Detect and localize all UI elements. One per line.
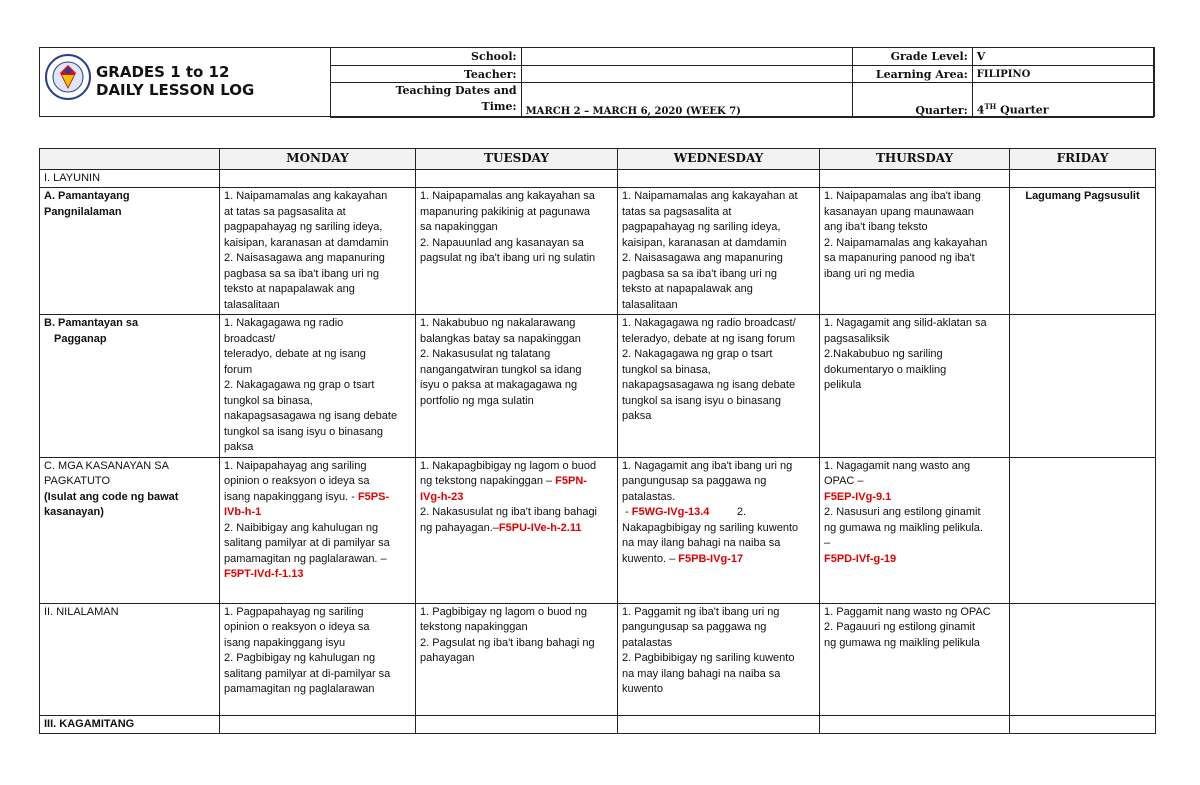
text-line: ang iba't ibang teksto	[824, 221, 928, 233]
text-line: 2. Nakagagawa ng grap o tsart	[622, 348, 773, 360]
text-line: 1. Pagbibigay ng lagom o buod ng	[420, 605, 587, 618]
nilalaman-monday	[220, 603, 416, 715]
text-line: teleradyo, debate at ng isang	[224, 348, 366, 360]
text-line: salitang pamilyar at di pamilyar sa	[224, 537, 390, 549]
layunin-label: I. LAYUNIN	[40, 169, 220, 188]
text-line: nakapagsasagawa ng isang debate	[224, 410, 398, 422]
competency-code: F5PD-IVf-g-19	[824, 552, 897, 565]
text-segment: ng tekstong napakinggan –	[420, 475, 556, 487]
text-line: ng gumawa ng maikling pelikula	[824, 636, 980, 649]
info-table	[330, 47, 1154, 118]
text-line: 2. Nakagagawa ng grap o tsart	[224, 379, 375, 391]
text-line: mapanuring pakikinig at pagunawa	[420, 205, 591, 218]
pamantayang-friday: Lagumang Pagsusulit	[1010, 188, 1156, 315]
pagganap-wednesday	[618, 315, 820, 458]
teacher-value	[521, 66, 852, 83]
pamantayang-monday	[220, 188, 416, 315]
text-line: talasalitaan	[622, 298, 678, 311]
blank-header-cell	[40, 149, 220, 170]
text-line: pamamagitan ng paglalarawan. –	[224, 552, 387, 565]
days-header-row	[40, 149, 1156, 170]
quarter-word: Quarter	[996, 104, 1049, 117]
table-cell	[820, 169, 1010, 188]
kasanayan-monday	[220, 457, 416, 603]
text-line: opinion o reaksyon o ideya sa	[224, 621, 370, 633]
text-line: kaisipan, karanasan at damdamin	[622, 236, 787, 249]
text-line: isyu o paksa at makagagawa ng	[420, 379, 578, 391]
text-line: 2. Naibibigay ang kahulugan ng	[224, 521, 379, 534]
text-line: kuwento	[622, 683, 663, 695]
text-line: 1. Nagagamit nang wasto ang	[824, 459, 971, 472]
text-line: 2. Napauunlad ang kasanayan sa	[420, 236, 584, 249]
text-line	[622, 552, 815, 568]
text-line: pangungusap sa paggawa ng	[622, 475, 767, 487]
tuesday-header: TUESDAY	[416, 149, 618, 170]
text-line: pagbasa sa sa iba't ibang uri ng	[224, 267, 379, 280]
kasanayan-label	[40, 457, 220, 603]
pamantayang-row	[40, 188, 1156, 315]
text-segment: ng pahayagan.–	[420, 521, 499, 534]
friday-header: FRIDAY	[1010, 149, 1156, 170]
layunin-row	[40, 169, 1156, 188]
text-line: 1. Nakagagawa ng radio broadcast/	[622, 317, 796, 329]
text-line: 2. Nakasusulat ng iba't ibang bahagi	[420, 506, 598, 518]
text-line: 1. Naipapamalas ang iba't ibang	[824, 190, 981, 202]
pagganap-monday	[220, 315, 416, 458]
text-line: 1. Naipamamalas ang kakayahan	[224, 190, 388, 202]
kasanayan-thursday	[820, 457, 1010, 603]
nilalaman-row	[40, 603, 1156, 715]
nilalaman-thursday	[820, 603, 1010, 715]
text-line: 2. Naipamamalas ang kakayahan	[824, 236, 988, 249]
text-line: 2. Pagbibigay ng kahulugan ng	[224, 652, 376, 664]
quarter-suffix: TH	[984, 102, 997, 112]
text-line: pamamagitan ng paglalarawan	[224, 683, 375, 695]
text-line: 2. Naisasagawa ang mapanuring	[224, 252, 385, 264]
text-line: 1. Naipamamalas ang kakayahan at	[622, 190, 798, 202]
text-line: 2. Pagauuri ng estilong ginamit	[824, 621, 976, 633]
text-line: teksto at napapalawak ang	[224, 283, 355, 295]
competency-code: F5PS-	[357, 490, 390, 503]
text-line: tungkol sa isang isyu o binasang	[224, 425, 383, 438]
text-line: 1. Naipapamalas ang kakayahan sa	[420, 190, 595, 202]
text-line: isang napakinggang isyu	[224, 636, 346, 649]
text-line: salitang pamilyar at di-pamilyar sa	[224, 667, 391, 680]
pamantayang-thursday	[820, 188, 1010, 315]
text-line	[420, 474, 613, 490]
table-cell	[1010, 169, 1156, 188]
text-line: pagpapahayag ng sariling ideya,	[622, 221, 781, 233]
pagganap-row	[40, 315, 1156, 458]
text-line: nakapagsasagawa ng isang debate	[622, 379, 796, 391]
text-line: balangkas batay sa napakinggan	[420, 332, 581, 345]
text-line: 1. Pagpapahayag ng sariling	[224, 605, 364, 618]
learning-area-label: Learning Area:	[852, 66, 972, 83]
kagamitang-row	[40, 715, 1156, 734]
title-line-1: GRADES 1 to 12	[96, 63, 230, 81]
text-segment: 2.	[709, 506, 747, 518]
text-segment: isang napakinggang isyu. -	[224, 490, 358, 503]
pagganap-tuesday	[416, 315, 618, 458]
teaching-dates-label-line1: Teaching Dates and	[395, 84, 517, 97]
text-line: ng gumawa ng maikling pelikula.	[824, 521, 983, 534]
text-line: broadcast/	[224, 332, 276, 345]
text-line: 1. Nagagamit ang silid-aklatan sa	[824, 317, 987, 329]
text-line: nangangatwiran tungkol sa idang	[420, 363, 582, 376]
kasanayan-row	[40, 457, 1156, 603]
text-line: kaisipan, karanasan at damdamin	[224, 236, 389, 249]
nilalaman-tuesday	[416, 603, 618, 715]
table-cell	[618, 715, 820, 734]
text-line: pahayagan	[420, 652, 475, 664]
pamantayang-wednesday	[618, 188, 820, 315]
text-line	[622, 505, 815, 521]
monday-header: MONDAY	[220, 149, 416, 170]
competency-code: F5PB-IVg-17	[678, 552, 744, 565]
text-line: 2. Nakasusulat ng talatang	[420, 348, 551, 360]
table-cell	[1010, 315, 1156, 458]
text-segment: -	[622, 506, 632, 518]
text-line: 1. Naipapahayag ang sariling	[224, 459, 367, 472]
pamantayang-tuesday	[416, 188, 618, 315]
text-line: teksto at napapalawak ang	[622, 283, 753, 295]
row-label-line: A. Pamantayang	[44, 190, 130, 202]
text-line: Nakapagbibigay ng sariling kuwento	[622, 521, 799, 534]
text-line: patalastas	[622, 636, 673, 649]
table-cell	[220, 715, 416, 734]
nilalaman-label: II. NILALAMAN	[40, 603, 220, 715]
text-line: na may ilang bahagi na naiba sa	[622, 667, 781, 680]
text-line: teleradyo, debate at ng isang forum	[622, 332, 796, 345]
text-line: pagsasaliksik	[824, 332, 890, 345]
text-line: 1. Paggamit ng iba't ibang uri ng	[622, 605, 780, 618]
grade-level-label: Grade Level:	[852, 48, 972, 66]
text-line: ibang uri ng media	[824, 267, 915, 280]
text-line: kasanayan upang maunawaan	[824, 205, 974, 218]
teaching-dates-value: MARCH 2 – MARCH 6, 2020 (WEEK 7)	[521, 83, 852, 118]
row-label-line: C. MGA KASANAYAN SA	[44, 459, 169, 472]
text-line: OPAC –	[824, 475, 864, 487]
learning-area-value: FILIPINO	[972, 66, 1153, 83]
text-line: paksa	[224, 441, 254, 453]
text-line: tekstong napakinggan	[420, 621, 528, 633]
table-cell	[1010, 457, 1156, 603]
text-line: tungkol sa isang isyu o binasang	[622, 394, 781, 407]
row-label-line: B. Pamantayan sa	[44, 317, 139, 329]
kagamitang-label: III. KAGAMITANG	[40, 715, 220, 734]
kasanayan-wednesday	[618, 457, 820, 603]
text-line: at tatas sa pagsasalita at	[224, 205, 346, 218]
text-line	[420, 521, 613, 537]
text-line: 2. Naisasagawa ang mapanuring	[622, 252, 783, 264]
row-label-line: Pagganap	[54, 332, 107, 345]
pagganap-label	[40, 315, 220, 458]
pamantayang-label	[40, 188, 220, 315]
text-line: pagbasa sa sa iba't ibang uri ng	[622, 267, 777, 280]
text-line: opinion o reaksyon o ideya sa	[224, 475, 370, 487]
text-line: patalastas.	[622, 490, 676, 503]
text-line: tatas sa pagsasalita at	[622, 205, 732, 218]
kasanayan-tuesday	[416, 457, 618, 603]
deped-seal-icon	[45, 54, 91, 100]
text-line	[224, 490, 411, 506]
text-line: sa mapanuring panood ng iba't	[824, 252, 975, 264]
row-label-line: kasanayan)	[44, 506, 104, 518]
nilalaman-wednesday	[618, 603, 820, 715]
table-cell	[416, 715, 618, 734]
competency-code: IVb-h-1	[224, 506, 262, 518]
table-cell	[618, 169, 820, 188]
text-line: pelikula	[824, 379, 862, 391]
quarter-label: Quarter:	[852, 83, 972, 118]
text-line: dokumentaryo o maikling	[824, 363, 947, 376]
quarter-value	[972, 83, 1153, 118]
text-line: 2. Pagbibibigay ng sariling kuwento	[622, 652, 795, 664]
text-line: pagsulat ng iba't ibang uri ng sulatin	[420, 252, 596, 264]
text-segment: kuwento. –	[622, 552, 679, 565]
thursday-header: THURSDAY	[820, 149, 1010, 170]
text-line: 1. Paggamit nang wasto ng OPAC	[824, 605, 991, 618]
text-line: pangungusap sa paggawa ng	[622, 621, 767, 633]
row-label-line: Pangnilalaman	[44, 205, 122, 218]
text-line: 1. Nagagamit ang iba't ibang uri ng	[622, 459, 793, 472]
table-cell	[820, 715, 1010, 734]
text-line: 2. Nasusuri ang estilong ginamit	[824, 506, 981, 518]
competency-code: F5PU-IVe-h-2.11	[498, 521, 582, 534]
table-cell	[416, 169, 618, 188]
text-line: tungkol sa binasa,	[622, 363, 711, 376]
text-line: portfolio ng mga sulatin	[420, 394, 534, 407]
competency-code: F5EP-IVg-9.1	[824, 490, 892, 503]
text-line: 1. Nakabubuo ng nakalarawang	[420, 317, 576, 329]
document-title	[96, 63, 254, 99]
text-line: talasalitaan	[224, 298, 280, 311]
teacher-label: Teacher:	[331, 66, 522, 83]
quarter-number: 4	[976, 104, 985, 117]
table-cell	[1010, 603, 1156, 715]
school-label: School:	[331, 48, 522, 66]
teaching-dates-label-line2: Time:	[481, 100, 517, 113]
table-cell	[220, 169, 416, 188]
table-cell	[1010, 715, 1156, 734]
competency-code: F5WG-IVg-13.4	[631, 506, 710, 518]
text-line: 2.Nakabubuo ng sariling	[824, 348, 943, 360]
text-line: sa napakinggan	[420, 221, 498, 233]
text-line: na may ilang bahagi na naiba sa	[622, 537, 781, 549]
pagganap-thursday	[820, 315, 1010, 458]
lesson-log-header	[39, 47, 1155, 117]
text-line: 1. Nakapagbibigay ng lagom o buod	[420, 459, 597, 472]
row-label-line: PAGKATUTO	[44, 475, 111, 487]
text-line: paksa	[622, 410, 652, 422]
text-line: 2. Pagsulat ng iba't ibang bahagi ng	[420, 636, 595, 649]
competency-code: F5PT-IVd-f-1.13	[224, 568, 304, 580]
wednesday-header: WEDNESDAY	[618, 149, 820, 170]
text-line: forum	[224, 363, 253, 376]
row-label-line: (Isulat ang code ng bawat	[44, 490, 179, 503]
grade-level-value: V	[972, 48, 1153, 66]
daily-lesson-log-table	[39, 148, 1156, 734]
title-line-2: DAILY LESSON LOG	[96, 81, 255, 99]
text-line: pagpapahayag ng sariling ideya,	[224, 221, 383, 233]
text-line: –	[824, 537, 831, 549]
school-value	[521, 48, 852, 66]
competency-code: IVg-h-23	[420, 490, 464, 503]
text-line: tungkol sa binasa,	[224, 394, 313, 407]
teaching-dates-label	[331, 83, 522, 118]
text-line: 1. Nakagagawa ng radio	[224, 317, 344, 329]
competency-code: F5PN-	[555, 475, 587, 487]
